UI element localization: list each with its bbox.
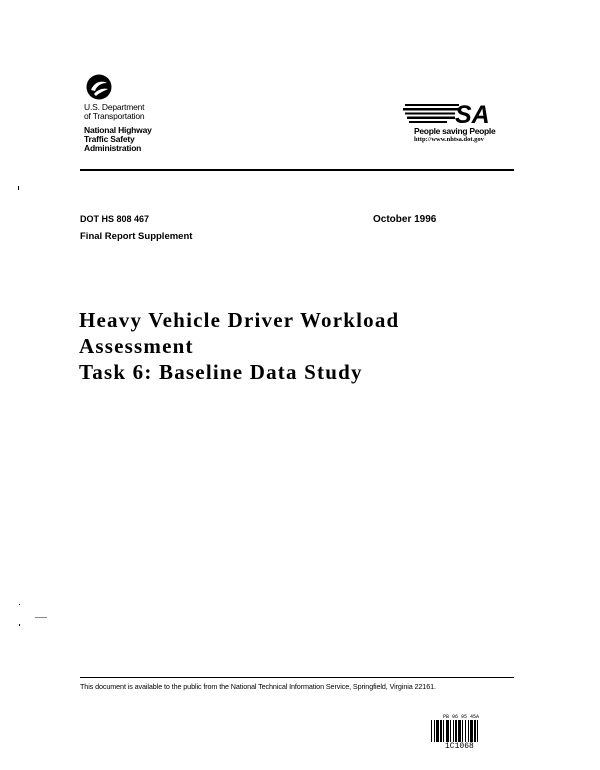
barcode-number: 1C1068: [445, 742, 474, 751]
barcode-bar: [453, 720, 454, 742]
barcode-icon: [431, 720, 493, 744]
header-divider: [80, 169, 514, 171]
report-type: Final Report Supplement: [80, 231, 193, 242]
barcode-bar: [450, 720, 451, 742]
scan-speck: [18, 186, 19, 190]
barcode: [431, 714, 493, 754]
barcode-bar: [440, 720, 442, 742]
agency-line-2: Traffic Safety: [84, 134, 135, 144]
barcode-bar: [436, 720, 439, 742]
svg-text:SA: SA: [455, 101, 490, 126]
agency-line-1: National Highway: [84, 125, 152, 135]
barcode-bar: [477, 720, 478, 742]
barcode-bar: [446, 720, 449, 742]
barcode-bar: [434, 720, 435, 742]
scan-speck: [19, 624, 20, 626]
scan-speck: [35, 617, 47, 618]
report-number: DOT HS 808 467: [80, 214, 150, 224]
department-line-1: U.S. Department: [84, 102, 145, 112]
barcode-bar: [462, 720, 463, 742]
barcode-top-label: PB 96 95 45A: [443, 714, 480, 720]
dot-eagle-logo-icon: [86, 74, 112, 100]
title-line-1: Heavy Vehicle Driver Workload: [79, 308, 400, 332]
nhtsa-url: http://www.nhtsa.dot.gov: [414, 136, 484, 143]
nhtsa-tagline: People saving People: [414, 126, 496, 136]
agency-name: [84, 126, 152, 153]
title-line-3: Task 6: Baseline Data Study: [79, 360, 363, 384]
barcode-bar: [465, 720, 466, 742]
report-date: October 1996: [373, 214, 437, 225]
agency-line-3: Administration: [84, 143, 142, 153]
availability-notice: This document is available to the public from the National Technical Information Service, Springfield, Virginia 22161.: [80, 682, 436, 691]
scan-speck: [19, 604, 20, 605]
title-line-2: Assessment: [79, 334, 194, 358]
document-title: [79, 307, 399, 385]
barcode-bar: [468, 720, 469, 742]
barcode-bar: [443, 720, 444, 742]
footer-divider: [80, 677, 514, 678]
barcode-bar: [431, 720, 432, 742]
barcode-bar: [474, 720, 476, 742]
barcode-bar: [470, 720, 473, 742]
department-line-2: of Transportation: [84, 111, 145, 121]
barcode-bar: [455, 720, 457, 742]
nhtsa-logo-icon: [403, 100, 503, 126]
barcode-bar: [458, 720, 461, 742]
department-name: [84, 103, 144, 121]
